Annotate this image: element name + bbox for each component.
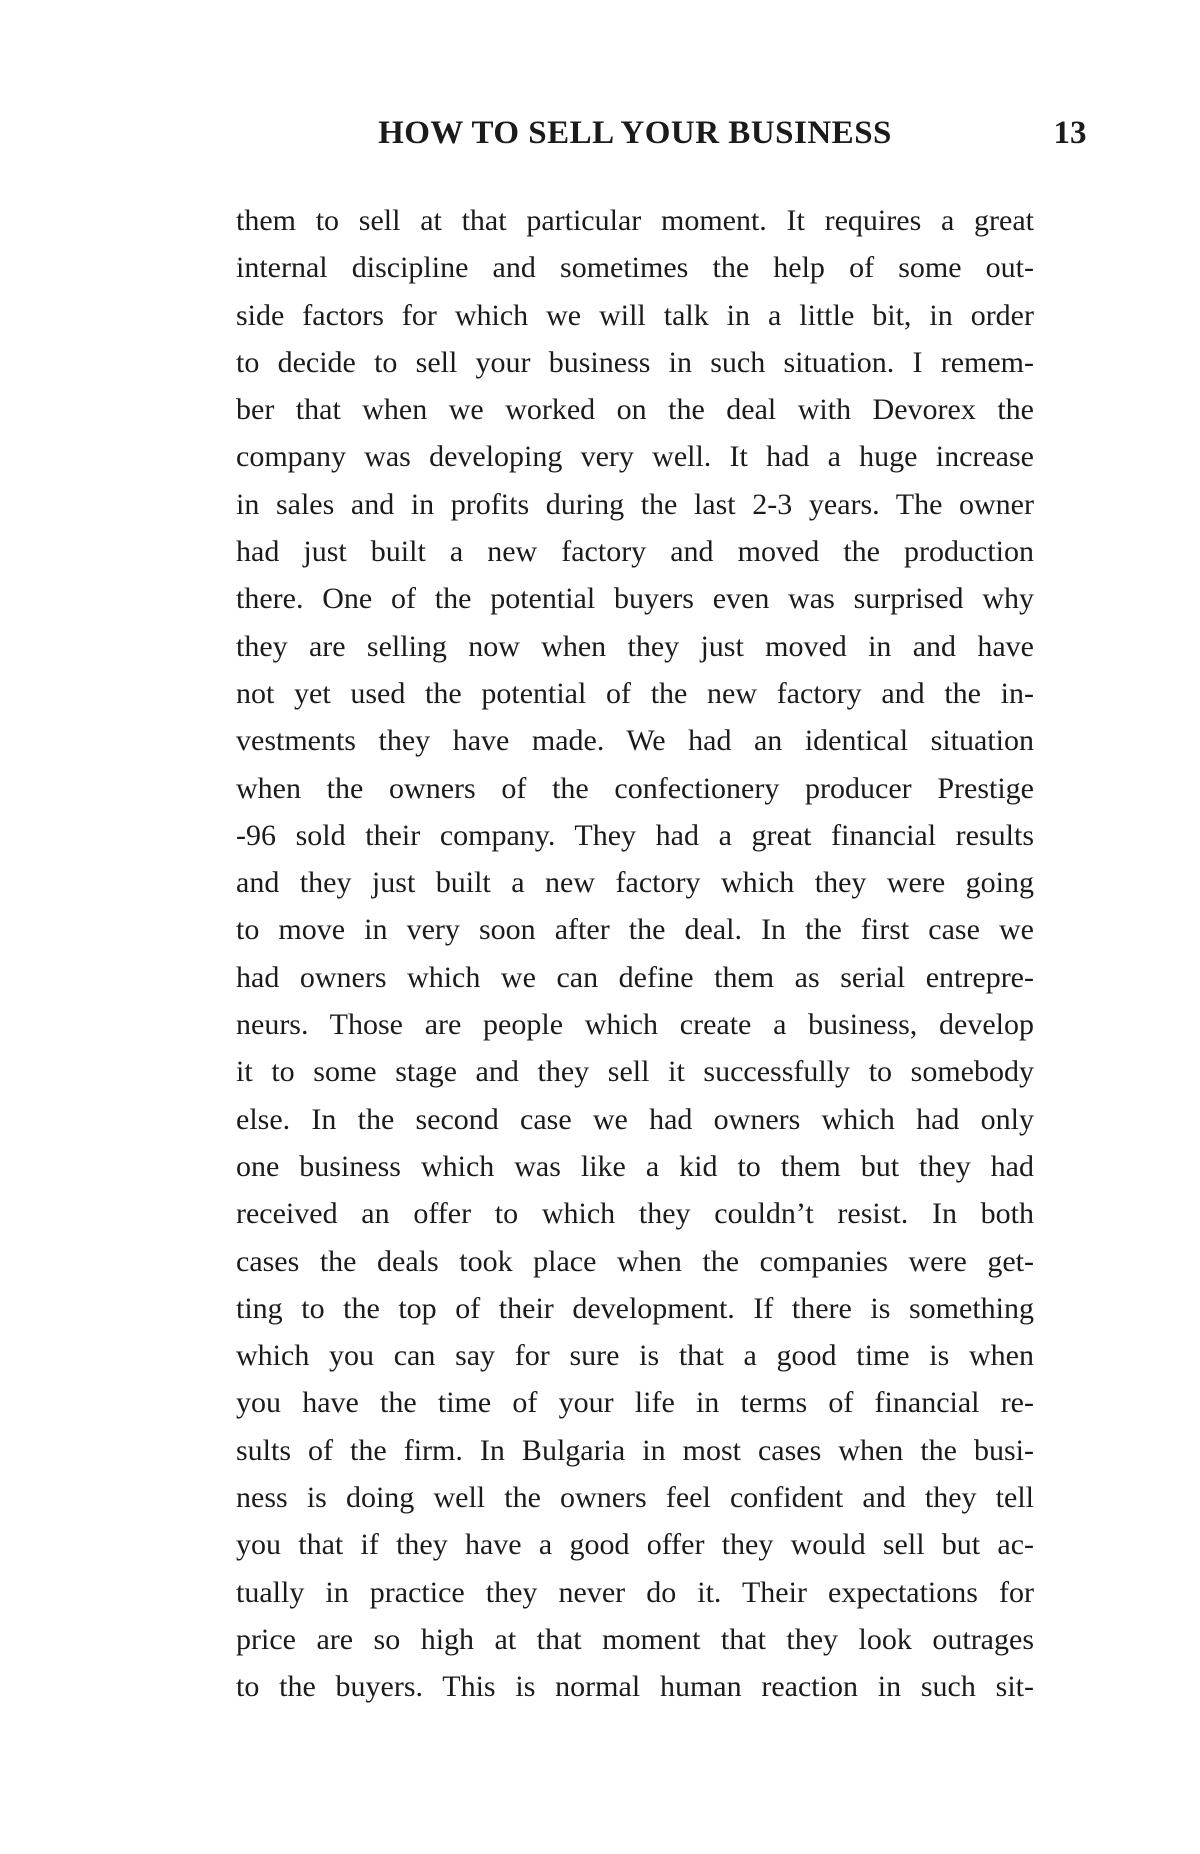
text-line: which you can say for sure is that a good time is when [236, 1339, 1034, 1373]
text-line: sults of the firm. In Bulgaria in most cases when the busi- [236, 1433, 1034, 1467]
text-line: company was developing very well. It had a huge increase [236, 440, 1034, 474]
text-line: else. In the second case we had owners which had only [236, 1102, 1034, 1136]
text-line: there. One of the potential buyers even was surprised why [236, 582, 1034, 616]
body-text [236, 197, 1034, 1711]
text-line: received an offer to which they couldn’t resist. In both [236, 1197, 1034, 1231]
text-line: to the buyers. This is normal human reaction in such sit- [236, 1670, 1034, 1704]
text-line: they are selling now when they just moved in and have [236, 629, 1034, 663]
text-line: ting to the top of their development. If there is something [236, 1291, 1034, 1325]
text-line: it to some stage and they sell it successfully to somebody [236, 1055, 1034, 1089]
text-line: not yet used the potential of the new factory and the in- [236, 676, 1034, 710]
text-line: to decide to sell your business in such situation. I remem- [236, 345, 1034, 379]
text-line: you that if they have a good offer they would sell but ac- [236, 1528, 1034, 1562]
text-line: price are so high at that moment that they look outrages [236, 1622, 1034, 1656]
text-line: -96 sold their company. They had a great financial results [236, 818, 1034, 852]
text-line: internal discipline and sometimes the help of some out- [236, 251, 1034, 285]
text-line: in sales and in profits during the last 2-3 years. The owner [236, 487, 1034, 521]
text-line: ness is doing well the owners feel confident and they tell [236, 1481, 1034, 1515]
text-line: cases the deals took place when the companies were get- [236, 1244, 1034, 1278]
text-line: when the owners of the confectionery producer Prestige [236, 771, 1034, 805]
page-number: 13 [1053, 115, 1087, 151]
text-line: and they just built a new factory which they were going [236, 866, 1034, 900]
text-line: them to sell at that particular moment. It requires a great [236, 204, 1034, 237]
text-line: vestments they have made. We had an identical situation [236, 724, 1034, 758]
text-line: had owners which we can define them as serial entrepre- [236, 960, 1034, 994]
text-line: you have the time of your life in terms of financial re- [236, 1386, 1034, 1420]
running-header-title: HOW TO SELL YOUR BUSINESS [378, 115, 892, 151]
text-line: one business which was like a kid to them but they had [236, 1149, 1034, 1183]
text-line: ber that when we worked on the deal with Devorex the [236, 393, 1034, 427]
text-line: neurs. Those are people which create a business, develop [236, 1008, 1034, 1042]
text-line: to move in very soon after the deal. In the first case we [236, 913, 1034, 947]
text-line: had just built a new factory and moved the production [236, 535, 1034, 569]
text-line: side factors for which we will talk in a little bit, in order [236, 298, 1034, 332]
text-line: tually in practice they never do it. Their expectations for [236, 1575, 1034, 1609]
